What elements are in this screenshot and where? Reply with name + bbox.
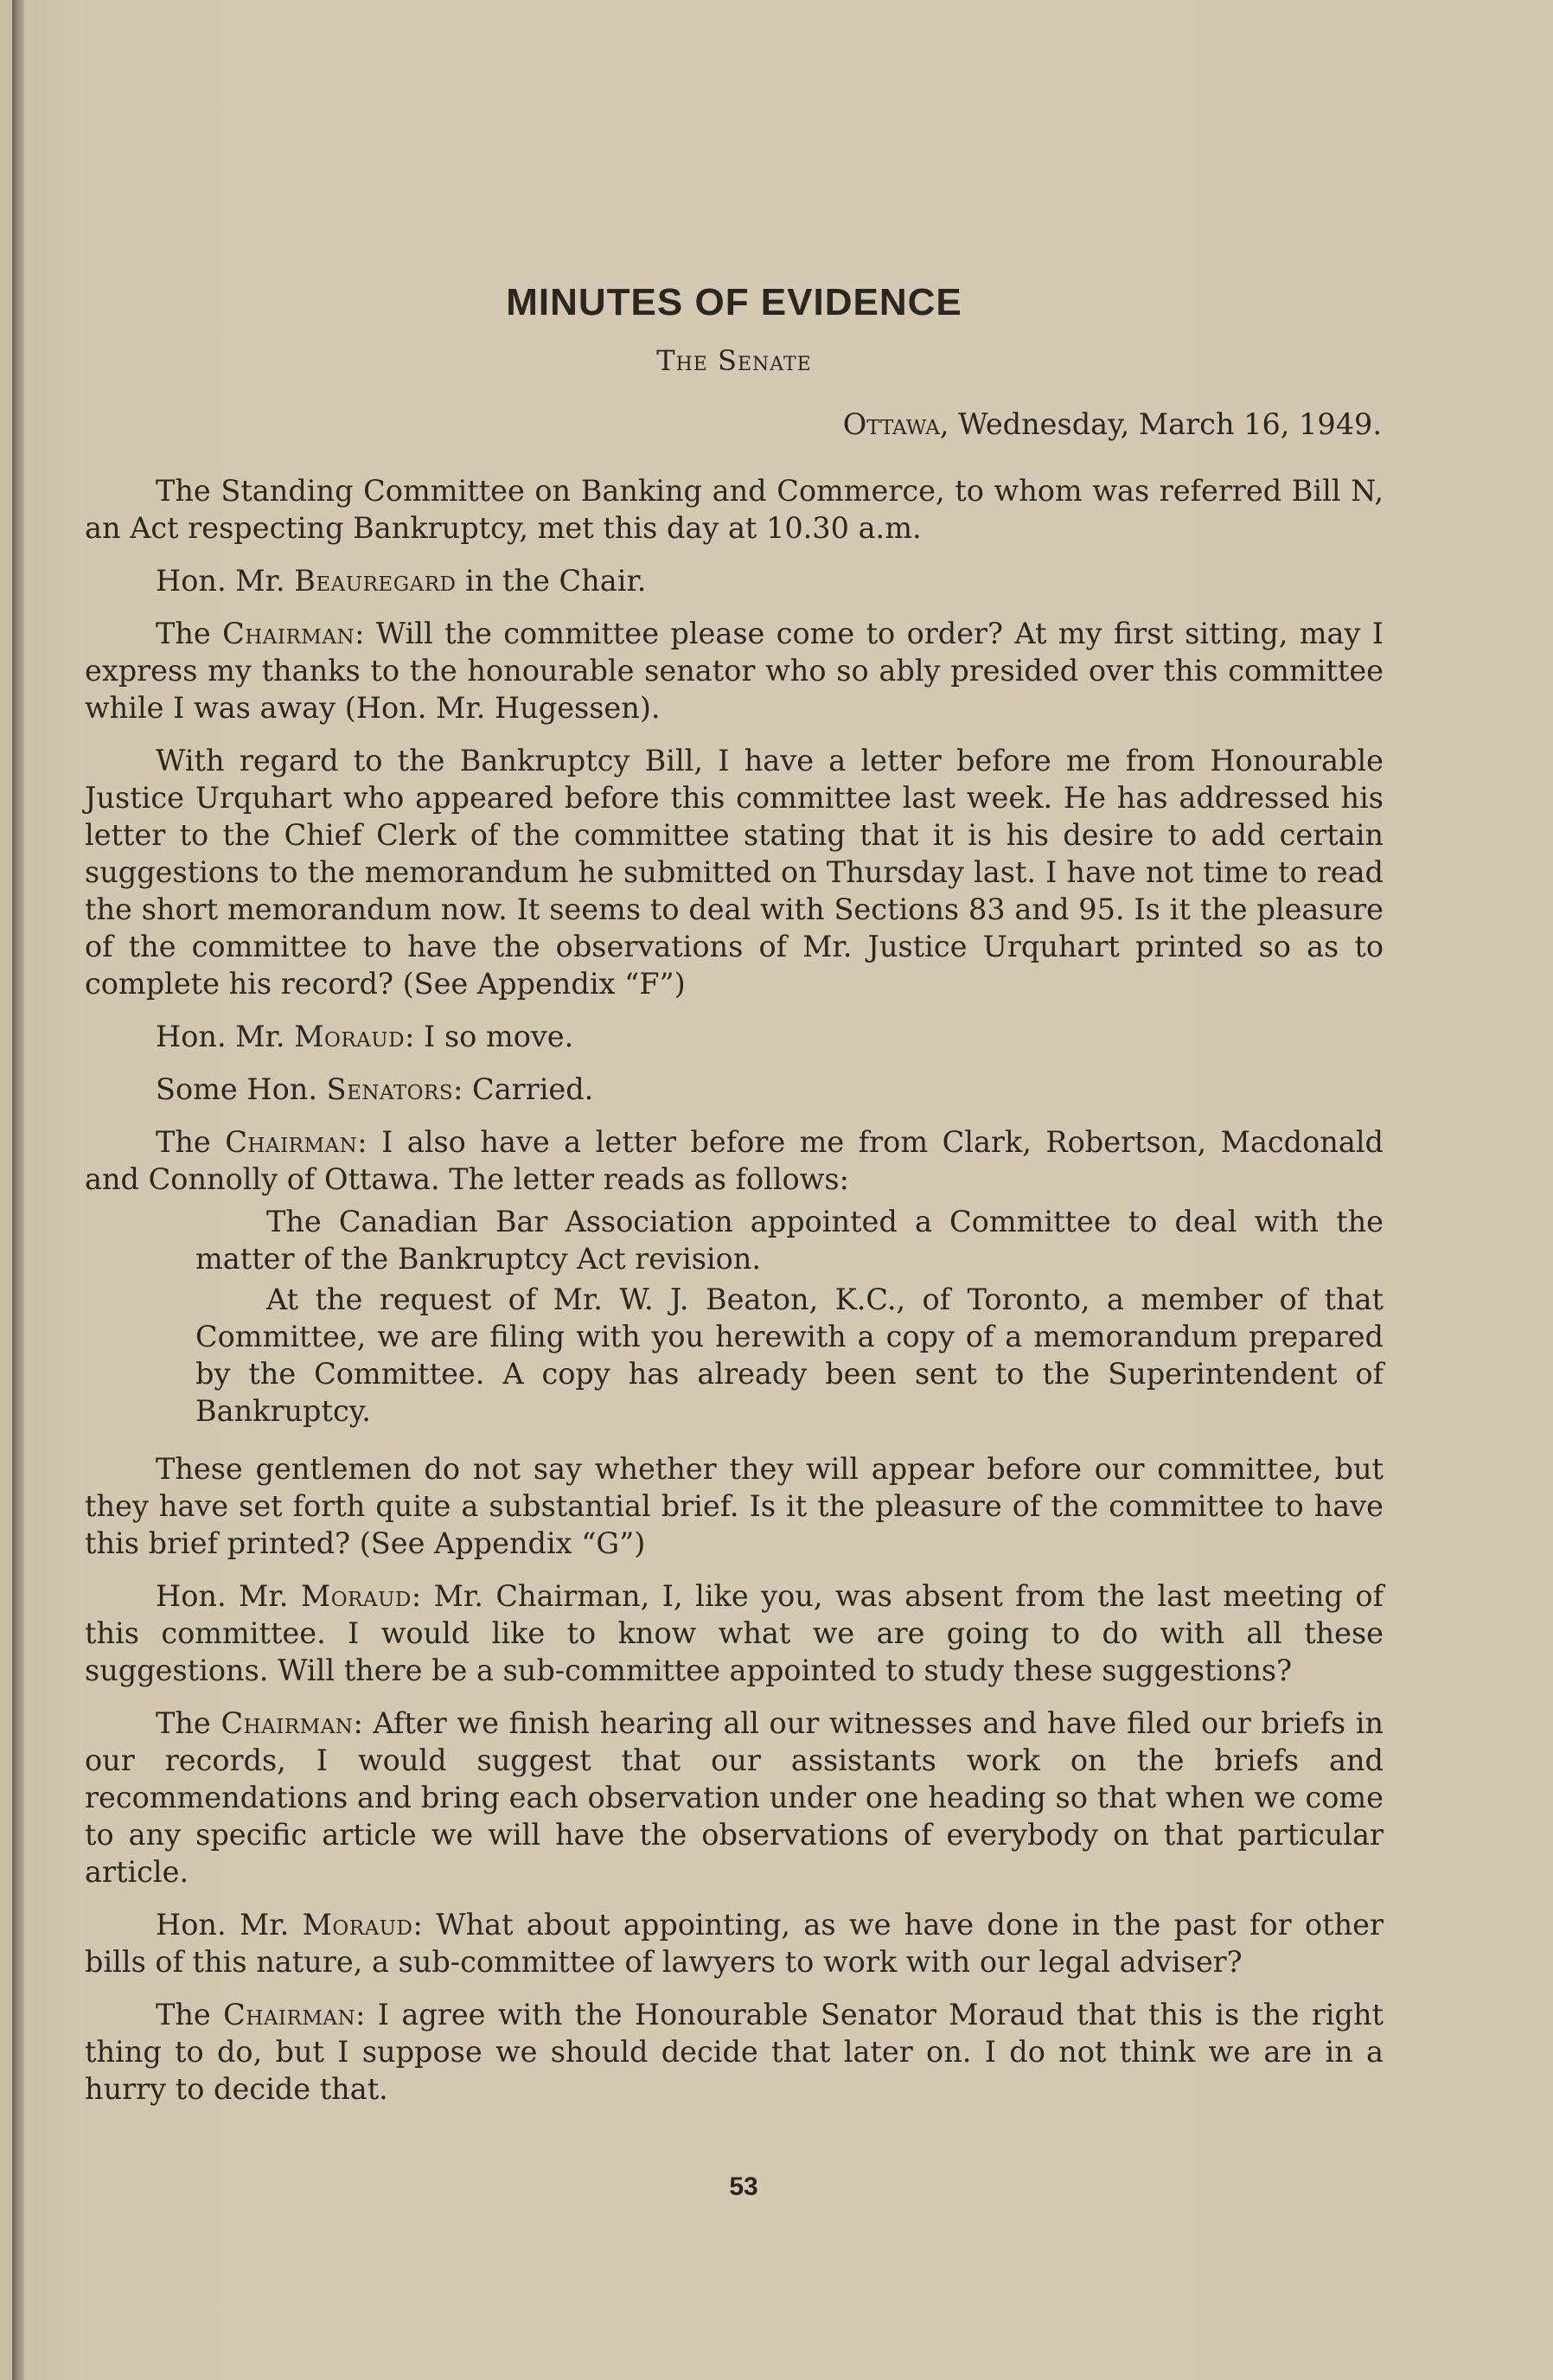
book-spine-shadow [12, 0, 24, 2380]
block-quote: At the request of Mr. W. J. Beaton, K.C., of Toronto, a member of that Committee, we are filing with you herewith a copy of a memorandum prepared by the Committee. A copy has already been sent to the Superintendent of Bankruptcy. [195, 1283, 1384, 1428]
dateline [85, 406, 1384, 443]
document-body [85, 259, 1384, 2108]
paragraph: Hon. Mr. Moraud: What about appointing, as we have done in the past for other bills of this nature, a sub-committee of lawyers to work with our legal adviser? [85, 1908, 1384, 1979]
paragraph: Hon. Mr. Moraud: I so move. [156, 1020, 574, 1053]
paragraph: Some Hon. Senators: Carried. [156, 1072, 594, 1106]
dateline-place: Ottawa [842, 407, 940, 441]
document-subtitle: The Senate [656, 344, 812, 377]
speaker-name: Chairman [225, 1125, 358, 1159]
paragraph: These gentlemen do not say whether they will appear before our committee, but they have set forth quite a substantial brief. Is it the pleasure of the committee to have this brief printed? (See Appendix “G”) [85, 1452, 1384, 1560]
block-quote: The Canadian Bar Association appointed a Committee to deal with the matter of the Bankruptcy Act revision. [195, 1205, 1384, 1276]
paragraph: Hon. Mr. Moraud: Mr. Chairman, I, like you, was absent from the last meeting of this committee. I would like to know what we are going to do with all these suggestions. Will there be a sub-committee appointed to study these suggestions? [85, 1579, 1384, 1687]
speaker-name: Beauregard [294, 564, 457, 598]
speaker-name: Senators [326, 1072, 454, 1106]
speaker-name: Chairman [220, 1706, 354, 1740]
paragraph: With regard to the Bankruptcy Bill, I have a letter before me from Honourable Justice Urquhart who appeared before this committee last week. He has addressed his letter to the Chief Clerk of the committee stating that it is his desire to add certain suggestions to the memorandum he submitted on Thursday last. I have not time to read the short memorandum now. It seems to deal with Sections 83 and 95. Is it the pleasure of the committee to have the observations of Mr. Justice Urquhart printed so as to complete his record? (See Appendix “F”) [85, 744, 1384, 1001]
speaker-name: Chairman [223, 1998, 356, 2031]
dateline-date: , Wednesday, March 16, 1949. [939, 407, 1382, 441]
speaker-name: Moraud [300, 1579, 412, 1613]
paragraph: Hon. Mr. Beauregard in the Chair. [156, 564, 647, 598]
paragraph: The Chairman: After we finish hearing all our witnesses and have filed our briefs in our records, I would suggest that our assistants work on the briefs and recommendations and bring each observation under one heading so that when we come to any specific article we will have the observations of everybody on that particular article. [85, 1706, 1384, 1889]
document-title: MINUTES OF EVIDENCE [506, 281, 962, 323]
paragraph: The Chairman: I also have a letter before me from Clark, Robertson, Macdonald and Connolly of Ottawa. The letter reads as follows: [85, 1125, 1384, 1196]
paragraph: The Standing Committee on Banking and Commerce, to whom was referred Bill N, an Act respecting Bankruptcy, met this day at 10.30 a.m. [85, 474, 1384, 545]
paragraph: The Chairman: I agree with the Honourable Senator Moraud that this is the right thing to do, but I suppose we should decide that later on. I do not think we are in a hurry to decide that. [85, 1998, 1384, 2106]
paragraph: The Chairman: Will the committee please come to order? At my first sitting, may I express my thanks to the honourable senator who so ably presided over this committee while I was away (Hon. Mr. Hugessen). [85, 617, 1384, 725]
speaker-name: Chairman [222, 617, 355, 650]
speaker-name: Moraud [302, 1908, 413, 1942]
page-number: 53 [729, 2172, 758, 2201]
speaker-name: Moraud [294, 1020, 406, 1053]
